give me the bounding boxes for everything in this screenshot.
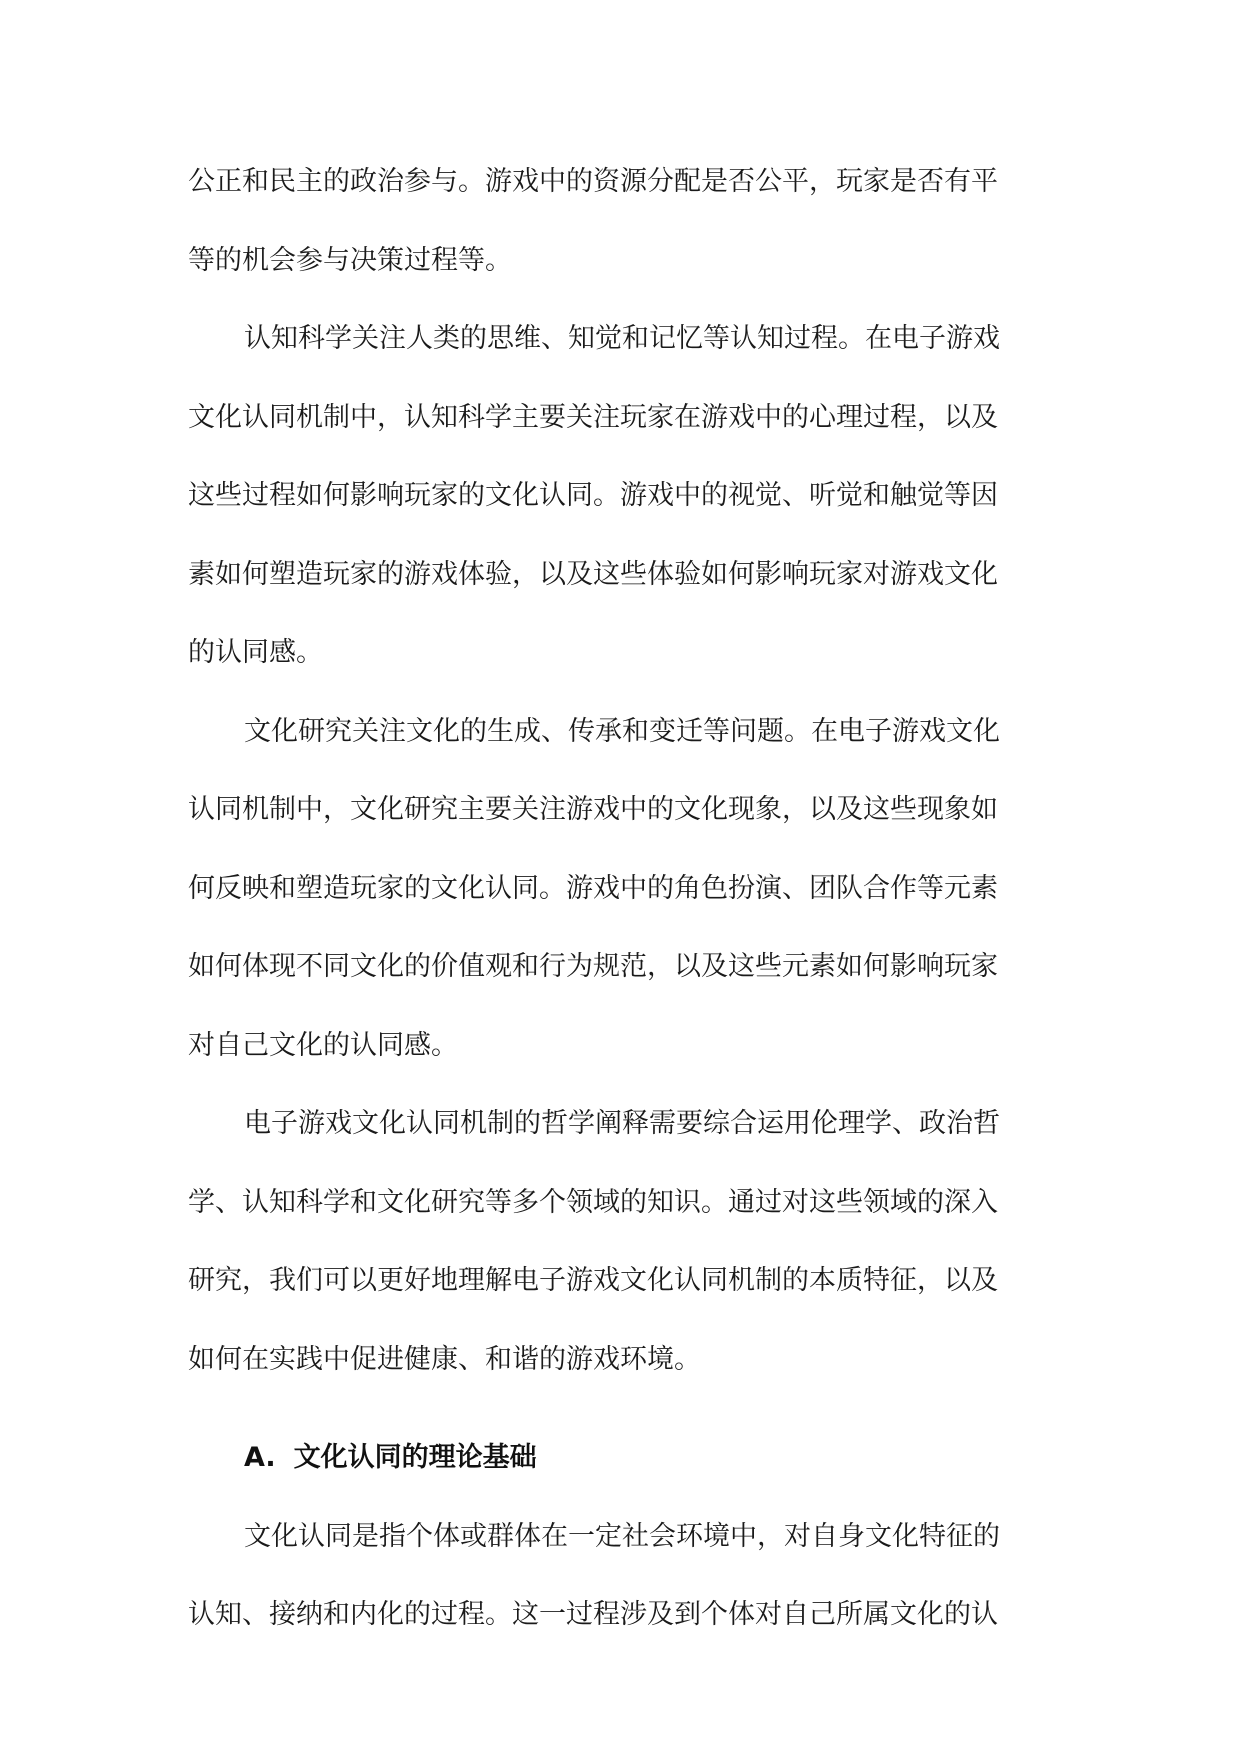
paragraph-cognitive-science: 认知科学关注人类的思维、知觉和记忆等认知过程。在电子游戏 文化认同机制中，认知科学主要关注玩家在游戏中的心理过程，以及 这些过程如何影响玩家的文化认同。游戏中的视觉、听觉和触觉等因 素如何塑造玩家的游戏体验，以及这些体验如何影响玩家对游戏文化 的认同感。	[188, 323, 1000, 668]
paragraph-political-participation: 公正和民主的政治参与。游戏中的资源分配是否公平，玩家是否有平 等的机会参与决策过程等。	[188, 166, 998, 276]
section-heading	[188, 1419, 1050, 1498]
paragraph-cultural-studies: 文化研究关注文化的生成、传承和变迁等问题。在电子游戏文化 认同机制中，文化研究主要关注游戏中的文化现象，以及这些现象如 何反映和塑造玩家的文化认同。游戏中的角色扮演、团队合作等元素 如何体现不同文化的价值观和行为规范，以及这些元素如何影响玩家 对自己文化的认同感。	[188, 715, 1000, 1061]
paragraph-philosophical-interpretation: 电子游戏文化认同机制的哲学阐释需要综合运用伦理学、政治哲 学、认知科学和文化研究等多个领域的知识。通过对这些领域的深入 研究，我们可以更好地理解电子游戏文化认同机制的本质特征，以及 如何在实践中促进健康、和谐的游戏环境。	[188, 1108, 1000, 1375]
section-heading-title: 文化认同的理论基础	[293, 1442, 537, 1473]
section-heading-label: A.	[244, 1442, 276, 1473]
paragraph-cultural-identity-definition: 文化认同是指个体或群体在一定社会环境中，对自身文化特征的 认知、接纳和内化的过程。这一过程涉及到个体对自己所属文化的认	[188, 1520, 1000, 1630]
document-body	[188, 143, 1050, 1655]
spacer	[188, 1399, 1050, 1419]
